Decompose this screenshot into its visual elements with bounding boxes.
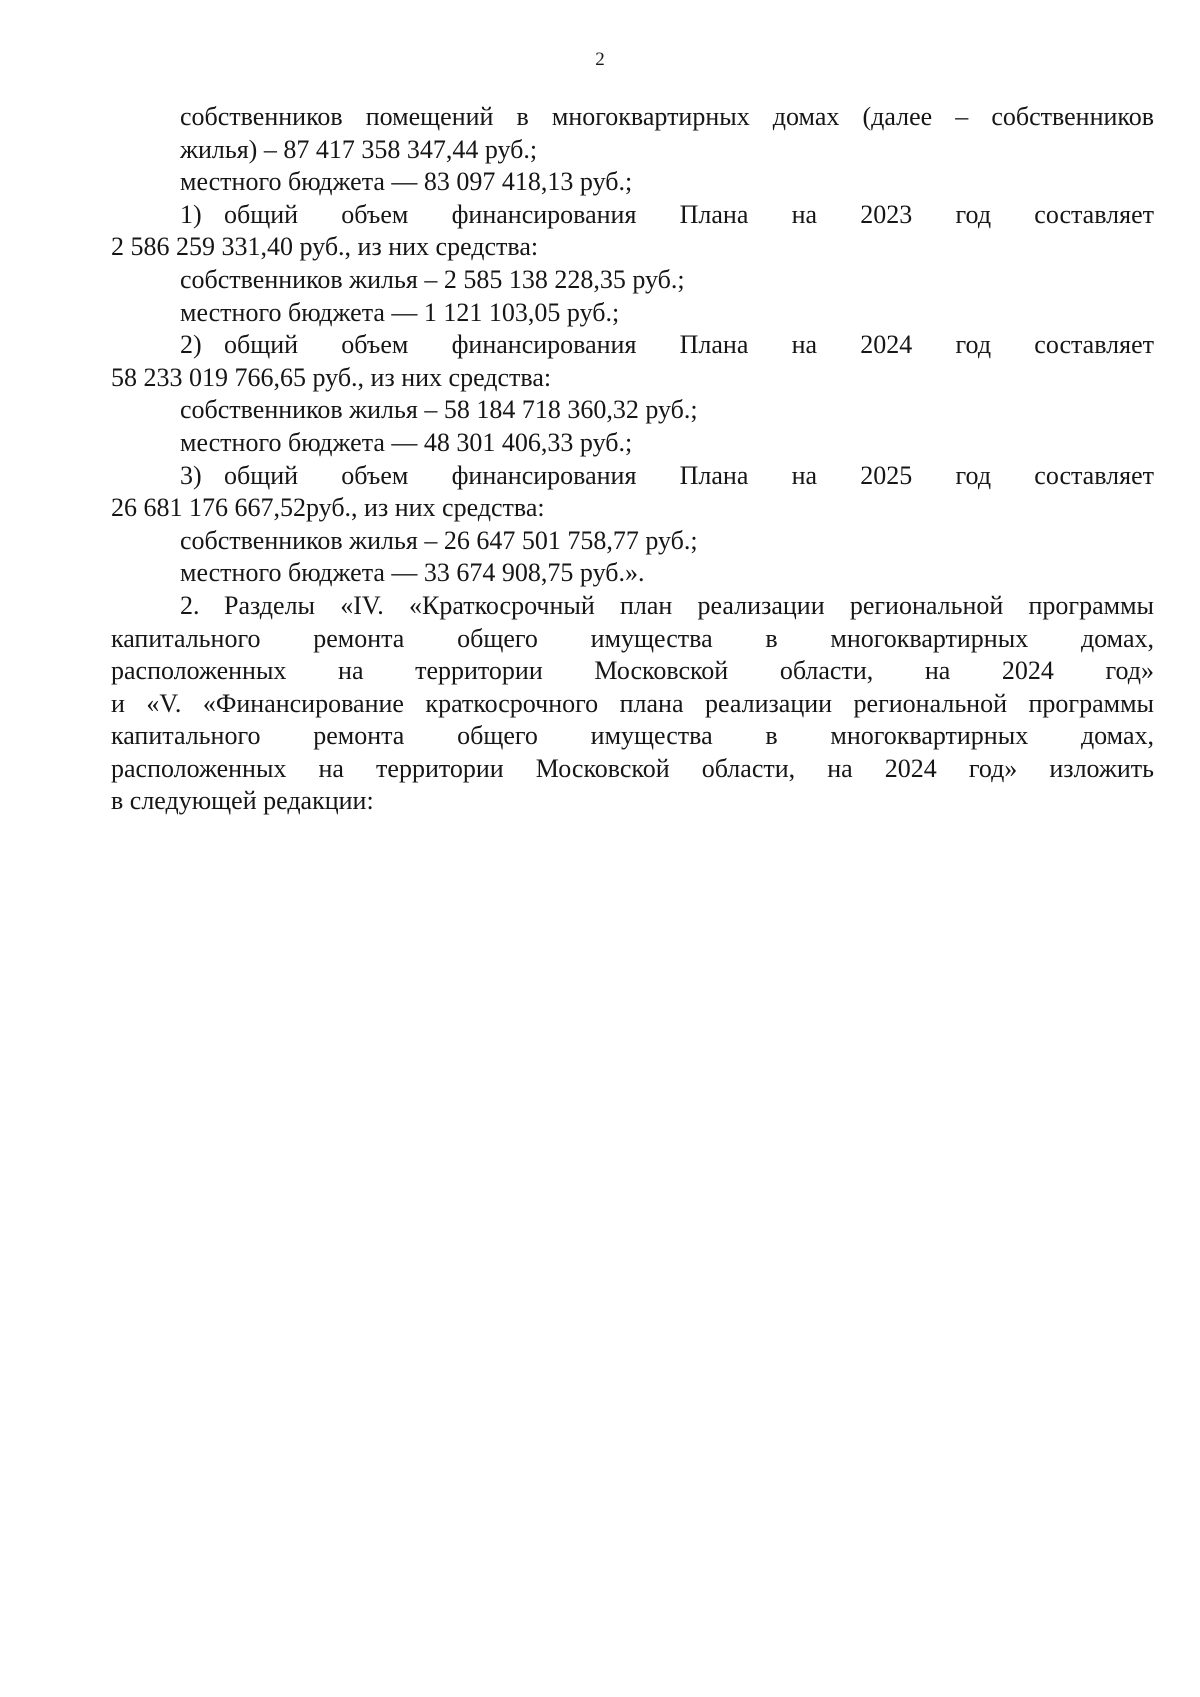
line-text: местного бюджета — 1 121 103,05 руб.; bbox=[180, 297, 620, 327]
text-line bbox=[111, 134, 1154, 167]
line-text: местного бюджета — 48 301 406,33 руб.; bbox=[180, 427, 633, 457]
line-text: собственников помещений в многоквартирных домах (далее – собственников bbox=[180, 102, 1154, 131]
line-text: Разделы «IV. «Краткосрочный план реализации региональной программы bbox=[224, 590, 1154, 620]
line-text: общий объем финансирования Плана на 2023 год составляет bbox=[224, 199, 1154, 229]
line-text: местного бюджета — 83 097 418,13 руб.; bbox=[180, 167, 633, 197]
list-item-number: 2) bbox=[180, 330, 202, 360]
text-line bbox=[111, 720, 1154, 753]
text-line bbox=[111, 688, 1154, 721]
line-text: жилья) – 87 417 358 347,44 руб.; bbox=[180, 134, 538, 164]
text-line bbox=[111, 264, 1154, 297]
text-line bbox=[111, 460, 1154, 493]
line-text: расположенных на территории Московской области, на 2024 год» изложить bbox=[111, 753, 1154, 783]
line-text: местного бюджета — 33 674 908,75 руб.». bbox=[180, 558, 645, 588]
text-line bbox=[111, 166, 1154, 199]
text-line bbox=[111, 525, 1154, 558]
line-text: расположенных на территории Московской области, на 2024 год» bbox=[111, 656, 1154, 686]
list-item-number: 1) bbox=[180, 199, 202, 229]
text-line bbox=[111, 362, 1154, 395]
line-text: капитального ремонта общего имущества в многоквартирных домах, bbox=[111, 721, 1154, 751]
text-line bbox=[111, 101, 1154, 134]
page-number: 2 bbox=[595, 49, 605, 70]
list-item-number: 2. bbox=[180, 590, 200, 620]
line-text: собственников жилья – 26 647 501 758,77 руб.; bbox=[180, 525, 698, 555]
line-text: собственников жилья – 2 585 138 228,35 руб.; bbox=[180, 264, 685, 294]
line-text: капитального ремонта общего имущества в многоквартирных домах, bbox=[111, 623, 1154, 653]
text-line bbox=[111, 590, 1154, 623]
line-text: и «V. «Финансирование краткосрочного плана реализации региональной программы bbox=[111, 688, 1154, 718]
text-line bbox=[111, 231, 1154, 264]
text-line bbox=[111, 329, 1154, 362]
text-line bbox=[111, 394, 1154, 427]
line-text: общий объем финансирования Плана на 2024 год составляет bbox=[224, 330, 1154, 360]
text-line bbox=[111, 427, 1154, 460]
text-line bbox=[111, 199, 1154, 232]
document-body bbox=[111, 101, 1154, 818]
text-line bbox=[111, 623, 1154, 656]
text-line bbox=[111, 297, 1154, 330]
list-item-number: 3) bbox=[180, 460, 202, 490]
text-line bbox=[111, 557, 1154, 590]
line-text: в следующей редакции: bbox=[111, 786, 374, 816]
line-text: собственников жилья – 58 184 718 360,32 руб.; bbox=[180, 395, 698, 425]
line-text: 26 681 176 667,52руб., из них средства: bbox=[111, 493, 545, 523]
text-line bbox=[111, 655, 1154, 688]
text-line bbox=[111, 753, 1154, 786]
line-text: 58 233 019 766,65 руб., из них средства: bbox=[111, 362, 552, 392]
text-line bbox=[111, 492, 1154, 525]
text-line bbox=[111, 785, 1154, 818]
line-text: общий объем финансирования Плана на 2025 год составляет bbox=[224, 460, 1154, 490]
line-text: 2 586 259 331,40 руб., из них средства: bbox=[111, 232, 539, 262]
